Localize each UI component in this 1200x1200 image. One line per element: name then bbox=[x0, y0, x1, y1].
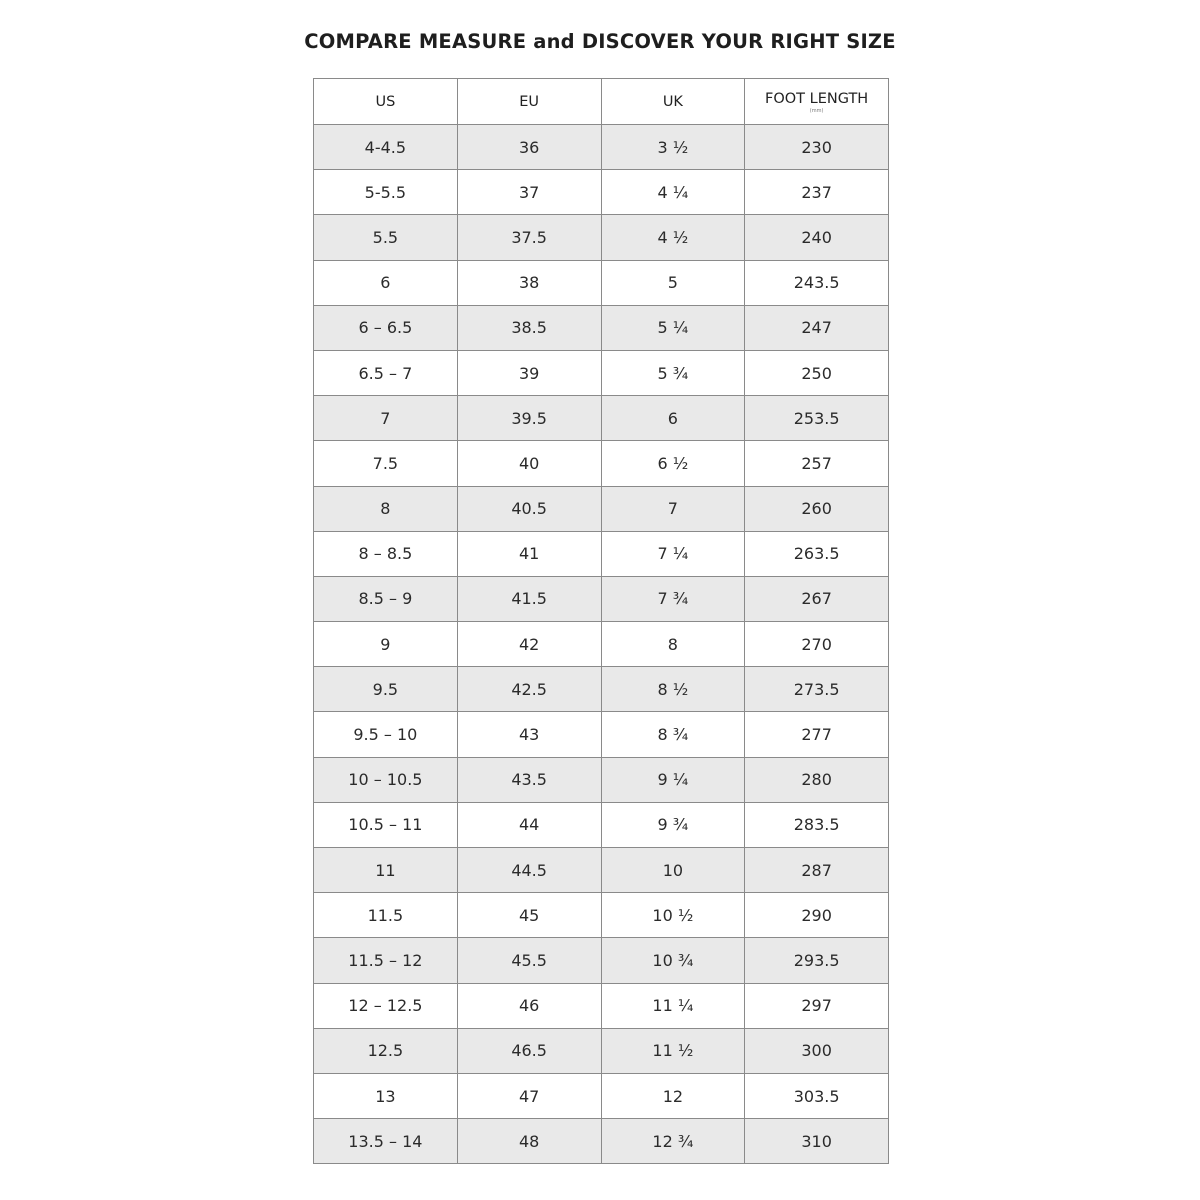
cell-us: 8 bbox=[314, 486, 458, 531]
table-row bbox=[314, 1119, 889, 1164]
cell-uk: 11 ½ bbox=[601, 1028, 745, 1073]
cell-us: 6.5 – 7 bbox=[314, 350, 458, 395]
cell-us: 7 bbox=[314, 396, 458, 441]
cell-us: 5.5 bbox=[314, 215, 458, 260]
cell-uk: 8 bbox=[601, 622, 745, 667]
table-row bbox=[314, 938, 889, 983]
cell-uk: 8 ½ bbox=[601, 667, 745, 712]
cell-uk: 12 bbox=[601, 1073, 745, 1118]
cell-foot-length: 290 bbox=[745, 893, 889, 938]
cell-foot-length: 257 bbox=[745, 441, 889, 486]
cell-us: 10.5 – 11 bbox=[314, 802, 458, 847]
cell-us: 4-4.5 bbox=[314, 125, 458, 170]
cell-us: 6 bbox=[314, 260, 458, 305]
table-row bbox=[314, 441, 889, 486]
cell-foot-length: 267 bbox=[745, 576, 889, 621]
cell-uk: 12 ¾ bbox=[601, 1119, 745, 1164]
cell-foot-length: 237 bbox=[745, 170, 889, 215]
cell-us: 9.5 bbox=[314, 667, 458, 712]
cell-foot-length: 303.5 bbox=[745, 1073, 889, 1118]
cell-eu: 41 bbox=[457, 531, 601, 576]
cell-eu: 43.5 bbox=[457, 757, 601, 802]
size-chart-table bbox=[313, 78, 889, 1164]
table-row bbox=[314, 260, 889, 305]
cell-us: 8.5 – 9 bbox=[314, 576, 458, 621]
table-row bbox=[314, 396, 889, 441]
cell-us: 10 – 10.5 bbox=[314, 757, 458, 802]
cell-foot-length: 270 bbox=[745, 622, 889, 667]
cell-foot-length: 287 bbox=[745, 848, 889, 893]
cell-foot-length: 240 bbox=[745, 215, 889, 260]
cell-eu: 44.5 bbox=[457, 848, 601, 893]
table-row bbox=[314, 350, 889, 395]
table-row bbox=[314, 125, 889, 170]
cell-eu: 39.5 bbox=[457, 396, 601, 441]
cell-eu: 40.5 bbox=[457, 486, 601, 531]
cell-us: 13 bbox=[314, 1073, 458, 1118]
cell-uk: 7 ¼ bbox=[601, 531, 745, 576]
cell-us: 12 – 12.5 bbox=[314, 983, 458, 1028]
cell-foot-length: 263.5 bbox=[745, 531, 889, 576]
header-eu: EU bbox=[457, 79, 601, 125]
cell-us: 13.5 – 14 bbox=[314, 1119, 458, 1164]
cell-uk: 3 ½ bbox=[601, 125, 745, 170]
page-title: COMPARE MEASURE and DISCOVER YOUR RIGHT SIZE bbox=[304, 30, 896, 53]
cell-uk: 6 ½ bbox=[601, 441, 745, 486]
cell-eu: 36 bbox=[457, 125, 601, 170]
cell-eu: 38 bbox=[457, 260, 601, 305]
cell-us: 8 – 8.5 bbox=[314, 531, 458, 576]
cell-uk: 10 bbox=[601, 848, 745, 893]
cell-eu: 48 bbox=[457, 1119, 601, 1164]
cell-us: 9.5 – 10 bbox=[314, 712, 458, 757]
cell-uk: 5 ¼ bbox=[601, 305, 745, 350]
cell-eu: 46.5 bbox=[457, 1028, 601, 1073]
cell-uk: 7 bbox=[601, 486, 745, 531]
cell-eu: 45 bbox=[457, 893, 601, 938]
cell-foot-length: 277 bbox=[745, 712, 889, 757]
header-us: US bbox=[314, 79, 458, 125]
table-row bbox=[314, 712, 889, 757]
table-row bbox=[314, 983, 889, 1028]
cell-uk: 7 ¾ bbox=[601, 576, 745, 621]
table-row bbox=[314, 622, 889, 667]
cell-foot-length: 250 bbox=[745, 350, 889, 395]
table-row bbox=[314, 531, 889, 576]
cell-us: 11 bbox=[314, 848, 458, 893]
header-foot-length-unit: (mm) bbox=[809, 107, 824, 114]
cell-foot-length: 273.5 bbox=[745, 667, 889, 712]
cell-us: 11.5 – 12 bbox=[314, 938, 458, 983]
cell-uk: 11 ¼ bbox=[601, 983, 745, 1028]
table-row bbox=[314, 576, 889, 621]
cell-us: 7.5 bbox=[314, 441, 458, 486]
cell-foot-length: 243.5 bbox=[745, 260, 889, 305]
cell-uk: 5 ¾ bbox=[601, 350, 745, 395]
table-row bbox=[314, 215, 889, 260]
cell-eu: 38.5 bbox=[457, 305, 601, 350]
cell-eu: 42.5 bbox=[457, 667, 601, 712]
cell-foot-length: 253.5 bbox=[745, 396, 889, 441]
cell-eu: 43 bbox=[457, 712, 601, 757]
cell-eu: 46 bbox=[457, 983, 601, 1028]
cell-foot-length: 283.5 bbox=[745, 802, 889, 847]
cell-foot-length: 297 bbox=[745, 983, 889, 1028]
header-foot-length bbox=[745, 79, 889, 125]
cell-uk: 6 bbox=[601, 396, 745, 441]
header-foot-length-label: FOOT LENGTH bbox=[765, 90, 869, 107]
cell-foot-length: 293.5 bbox=[745, 938, 889, 983]
cell-uk: 10 ½ bbox=[601, 893, 745, 938]
cell-us: 9 bbox=[314, 622, 458, 667]
cell-eu: 44 bbox=[457, 802, 601, 847]
header-uk: UK bbox=[601, 79, 745, 125]
cell-eu: 47 bbox=[457, 1073, 601, 1118]
cell-uk: 9 ¼ bbox=[601, 757, 745, 802]
table-row bbox=[314, 802, 889, 847]
table-row bbox=[314, 667, 889, 712]
cell-us: 5-5.5 bbox=[314, 170, 458, 215]
cell-foot-length: 280 bbox=[745, 757, 889, 802]
cell-eu: 40 bbox=[457, 441, 601, 486]
cell-us: 12.5 bbox=[314, 1028, 458, 1073]
cell-eu: 39 bbox=[457, 350, 601, 395]
cell-eu: 42 bbox=[457, 622, 601, 667]
cell-foot-length: 300 bbox=[745, 1028, 889, 1073]
table-row bbox=[314, 1073, 889, 1118]
cell-us: 11.5 bbox=[314, 893, 458, 938]
cell-eu: 37.5 bbox=[457, 215, 601, 260]
table-row bbox=[314, 893, 889, 938]
cell-uk: 8 ¾ bbox=[601, 712, 745, 757]
cell-foot-length: 260 bbox=[745, 486, 889, 531]
cell-foot-length: 247 bbox=[745, 305, 889, 350]
cell-us: 6 – 6.5 bbox=[314, 305, 458, 350]
cell-foot-length: 310 bbox=[745, 1119, 889, 1164]
cell-uk: 4 ½ bbox=[601, 215, 745, 260]
cell-eu: 45.5 bbox=[457, 938, 601, 983]
table-row bbox=[314, 848, 889, 893]
table-row bbox=[314, 486, 889, 531]
cell-eu: 37 bbox=[457, 170, 601, 215]
table-row bbox=[314, 757, 889, 802]
cell-eu: 41.5 bbox=[457, 576, 601, 621]
cell-uk: 9 ¾ bbox=[601, 802, 745, 847]
cell-uk: 4 ¼ bbox=[601, 170, 745, 215]
table-row bbox=[314, 305, 889, 350]
table-row bbox=[314, 170, 889, 215]
cell-foot-length: 230 bbox=[745, 125, 889, 170]
table-header-row bbox=[314, 79, 889, 125]
table-row bbox=[314, 1028, 889, 1073]
cell-uk: 10 ¾ bbox=[601, 938, 745, 983]
cell-uk: 5 bbox=[601, 260, 745, 305]
